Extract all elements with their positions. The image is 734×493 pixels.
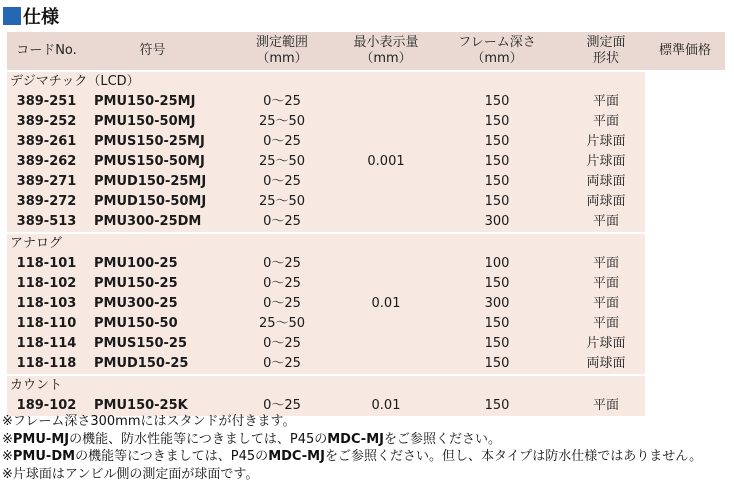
depth-cell: 150 [427,354,567,375]
face-cell: 片球面 [567,152,645,172]
header-price: 標準価格 [645,32,725,70]
face-cell: 両球面 [567,192,645,212]
resolution-cell [345,212,427,233]
depth-cell: 300 [427,294,567,314]
symbol-cell: PMU150-25K [86,396,219,417]
depth-cell: 300 [427,212,567,233]
code-cell: 118-118 [7,354,86,375]
table-row [7,274,725,294]
face-cell: 平面 [567,314,645,334]
resolution-cell [345,274,427,294]
resolution-cell [345,334,427,354]
face-cell: 平面 [567,212,645,233]
code-cell: 118-101 [7,254,86,274]
face-cell: 平面 [567,294,645,314]
face-cell: 片球面 [567,334,645,354]
table-row [7,92,725,112]
symbol-cell: PMU150-50MJ [86,112,219,132]
symbol-cell: PMUS150-25MJ [86,132,219,152]
price-cell [645,192,725,212]
table-row [7,192,725,212]
table-row [7,334,725,354]
depth-cell: 150 [427,274,567,294]
range-cell: 0～25 [219,92,345,112]
depth-cell: 150 [427,152,567,172]
face-cell: 平面 [567,254,645,274]
resolution-cell: 0.01 [345,396,427,417]
symbol-cell: PMUD150-25 [86,354,219,375]
depth-cell: 150 [427,132,567,152]
price-cell [645,274,725,294]
header-code: コードNo. [7,32,86,70]
symbol-cell: PMU150-25 [86,274,219,294]
face-cell: 平面 [567,112,645,132]
table-row [7,152,725,172]
resolution-cell [345,132,427,152]
header-face-shape: 測定面 形状 [567,32,645,70]
table-row [7,314,725,334]
note-line: ※片球面はアンビル側の測定面が球面です。 [2,466,259,482]
price-cell [645,172,725,192]
code-cell: 389-272 [7,192,86,212]
symbol-cell: PMU150-50 [86,314,219,334]
range-cell: 0～25 [219,334,345,354]
price-cell [645,112,725,132]
resolution-cell: 0.001 [345,152,427,172]
code-cell: 389-513 [7,212,86,233]
symbol-cell: PMUD150-50MJ [86,192,219,212]
range-cell: 0～25 [219,254,345,274]
group-header-row [7,375,725,396]
table-row [7,294,725,314]
depth-cell: 150 [427,396,567,417]
header-range: 測定範囲 （mm） [219,32,345,70]
price-cell [645,334,725,354]
symbol-cell: PMUS150-50MJ [86,152,219,172]
code-cell: 118-114 [7,334,86,354]
code-cell: 389-262 [7,152,86,172]
title-square-icon [3,7,21,25]
section-title-text: 仕様 [23,7,59,28]
table-row [7,254,725,274]
resolution-cell [345,172,427,192]
header-symbol: 符号 [86,32,219,70]
symbol-cell: PMUS150-25 [86,334,219,354]
table-row [7,212,725,233]
code-cell: 389-251 [7,92,86,112]
table-row [7,354,725,375]
range-cell: 0～25 [219,172,345,192]
symbol-cell: PMU300-25 [86,294,219,314]
code-cell: 118-103 [7,294,86,314]
price-cell [645,92,725,112]
face-cell: 両球面 [567,354,645,375]
range-cell: 0～25 [219,294,345,314]
note-line: ※PMU-MJの機能、防水性能等につきましては、P45のMDC-MJをご参照ください。 [2,431,501,447]
range-cell: 0～25 [219,396,345,417]
code-cell: 189-102 [7,396,86,417]
symbol-cell: PMU150-25MJ [86,92,219,112]
range-cell: 0～25 [219,212,345,233]
depth-cell: 150 [427,92,567,112]
spec-table [7,32,725,418]
group-name: アナログ [7,233,645,254]
table-row [7,172,725,192]
resolution-cell [345,254,427,274]
header-frame-depth: フレーム深さ （mm） [427,32,567,70]
face-cell: 平面 [567,92,645,112]
resolution-cell [345,92,427,112]
resolution-cell: 0.01 [345,294,427,314]
table-row [7,112,725,132]
code-cell: 118-102 [7,274,86,294]
header-row [7,32,725,70]
depth-cell: 150 [427,334,567,354]
symbol-cell: PMU100-25 [86,254,219,274]
range-cell: 25～50 [219,314,345,334]
price-cell [645,132,725,152]
depth-cell: 150 [427,112,567,132]
range-cell: 0～25 [219,354,345,375]
range-cell: 25～50 [219,152,345,172]
note-line: ※PMU-DMの機能等につきましては、P45のMDC-MJをご参照ください。但し、本タイプは防水仕様ではありません。 [2,449,703,464]
section-title [3,4,59,28]
depth-cell: 150 [427,192,567,212]
price-cell [645,254,725,274]
resolution-cell [345,314,427,334]
table-row [7,132,725,152]
range-cell: 0～25 [219,274,345,294]
group-name: カウント [7,375,645,396]
group-header-row [7,233,725,254]
face-cell: 両球面 [567,172,645,192]
code-cell: 389-252 [7,112,86,132]
price-cell [645,212,725,233]
price-cell [645,294,725,314]
range-cell: 0～25 [219,132,345,152]
symbol-cell: PMU300-25DM [86,212,219,233]
price-cell [645,354,725,375]
notes [2,413,702,483]
price-cell [645,314,725,334]
range-cell: 25～50 [219,192,345,212]
resolution-cell [345,354,427,375]
range-cell: 25～50 [219,112,345,132]
group-name: デジマチック（LCD） [7,72,645,92]
code-cell: 118-110 [7,314,86,334]
face-cell: 平面 [567,396,645,417]
note-line: ※フレーム深さ300mmにはスタンドが付きます。 [2,414,296,429]
depth-cell: 100 [427,254,567,274]
resolution-cell [345,192,427,212]
code-cell: 389-271 [7,172,86,192]
face-cell: 平面 [567,274,645,294]
code-cell: 389-261 [7,132,86,152]
symbol-cell: PMUD150-25MJ [86,172,219,192]
face-cell: 片球面 [567,132,645,152]
depth-cell: 150 [427,172,567,192]
price-cell [645,152,725,172]
depth-cell: 150 [427,314,567,334]
group-header-row [7,72,725,92]
header-resolution: 最小表示量 （mm） [345,32,427,70]
resolution-cell [345,112,427,132]
